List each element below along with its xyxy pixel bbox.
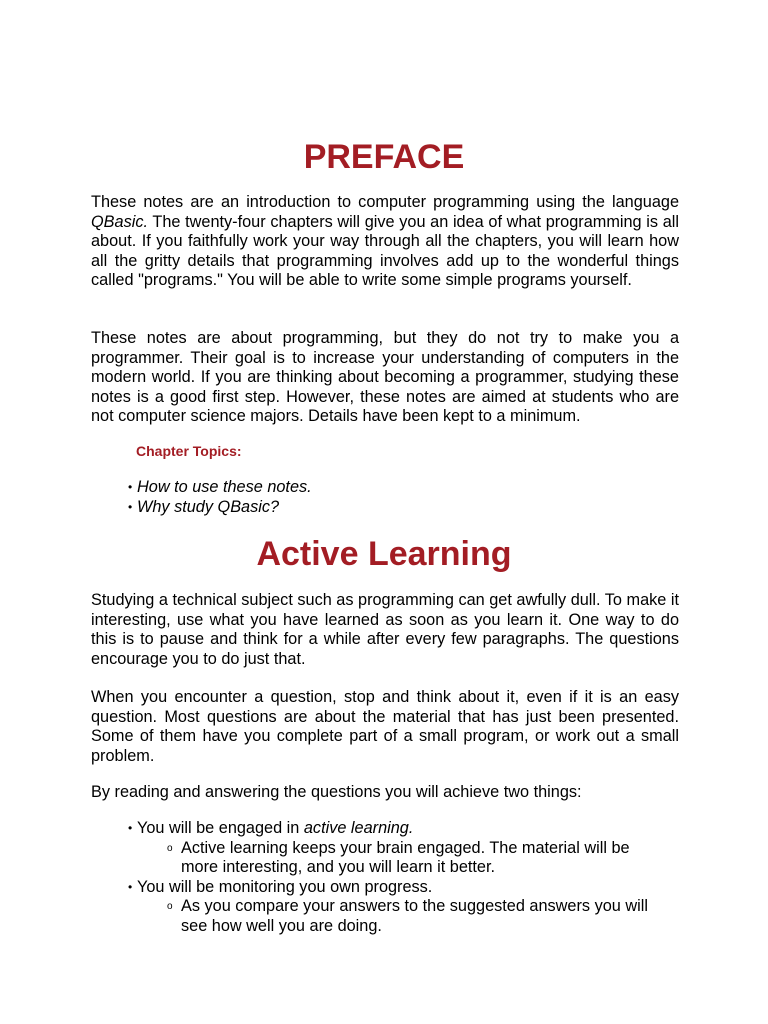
list-item bbox=[128, 478, 312, 498]
preface-paragraph-1-text-a: These notes are an introduction to computer programming using the language bbox=[91, 193, 679, 211]
list-item bbox=[128, 878, 688, 937]
benefits-list bbox=[128, 819, 688, 937]
topic-text: How to use these notes. bbox=[137, 478, 312, 496]
list-item bbox=[128, 819, 688, 878]
preface-paragraph-2: These notes are about programming, but they do not try to make you a programmer. Their goal is to increase your understanding of computers in the modern world. If you are thinking about becoming a programmer, studying these notes is a good first step. However, these notes are aimed at students who are not computer science majors. Details have been kept to a minimum. bbox=[91, 329, 679, 426]
benefit-2-text: You will be monitoring you own progress. bbox=[137, 877, 433, 896]
benefit-2-detail: As you compare your answers to the suggested answers you will see how well you are doing. bbox=[181, 897, 648, 935]
preface-paragraph-1-text-b: The twenty-four chapters will give you an idea of what programming is all about. If you faithfully work your way through all the chapters, you will learn how all the gritty details that programming involves add up to the wonderful things called "programs." You will be able to write some simple programs yourself. bbox=[91, 212, 679, 290]
bullet-icon: • bbox=[128, 480, 133, 494]
bullet-icon: • bbox=[128, 879, 133, 894]
benefit-1-detail: Active learning keeps your brain engaged. The material will be more interesting, and you will learn it better. bbox=[181, 838, 630, 877]
chapter-topics-heading: Chapter Topics: bbox=[136, 443, 242, 459]
bullet-icon: • bbox=[128, 499, 133, 514]
active-learning-paragraph-1: Studying a technical subject such as programming can get awfully dull. To make it interesting, use what you have learned as soon as you learn it. One way to do this is to pause and think for a while after every few paragraphs. The questions encourage you to do just that. bbox=[91, 591, 679, 668]
bullet-icon: • bbox=[128, 821, 133, 835]
chapter-topics-list bbox=[128, 478, 312, 517]
preface-title: PREFACE bbox=[303, 138, 465, 176]
active-learning-paragraph-2: When you encounter a question, stop and think about it, even if it is an easy question. Most questions are about the material that has just been presented. Some of them have you complete part of a small program, or work out a small problem. bbox=[91, 688, 679, 765]
benefit-1-text-a: You will be engaged in bbox=[137, 819, 304, 837]
active-learning-title: Active Learning bbox=[256, 535, 512, 573]
topic-text: Why study QBasic? bbox=[137, 497, 280, 516]
circle-bullet-icon: o bbox=[167, 901, 173, 913]
sub-list-item bbox=[137, 839, 688, 878]
sub-list-item bbox=[137, 897, 688, 936]
circle-bullet-icon: o bbox=[167, 842, 173, 854]
active-learning-paragraph-3: By reading and answering the questions you will achieve two things: bbox=[91, 783, 582, 801]
qbasic-emphasis: QBasic. bbox=[91, 212, 149, 231]
list-item bbox=[128, 498, 312, 518]
preface-paragraph-1 bbox=[91, 193, 679, 291]
active-learning-emphasis: active learning. bbox=[303, 819, 414, 837]
